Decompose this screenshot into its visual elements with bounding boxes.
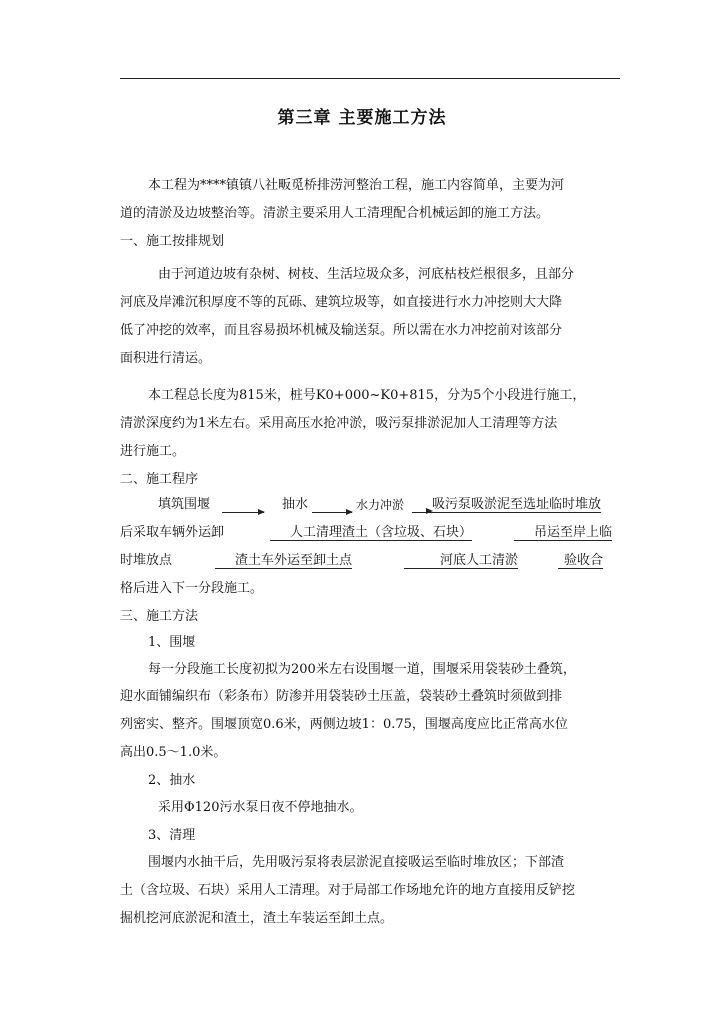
s3-p1-line-2: 迎水面铺编织布（彩条布）防渗并用袋装砂土压盖，袋装砂土叠筑时须做到排 xyxy=(120,689,563,704)
flow-arrow-1 xyxy=(222,512,264,513)
s3-p3-line-3: 掘机挖河底淤泥和渣土，渣土车装运至卸土点。 xyxy=(120,911,394,926)
header-rule xyxy=(120,78,620,79)
page-title: 第三章 主要施工方法 xyxy=(277,108,447,128)
flow-arrow-2 xyxy=(312,512,352,513)
s1-p2-line-1: 本工程总长度为815米，桩号K0+000~K0+815，分为5个小段进行施工， xyxy=(148,388,586,403)
flow-step-manual: 人工清理渣土（含垃圾、石块） xyxy=(270,524,472,542)
flow-step-cofferdam: 填筑围堰 xyxy=(158,497,211,512)
subheading-cleanup: 3、清理 xyxy=(148,828,196,843)
flow-step-suction: 吸污泵吸淤泥至选址临时堆放 xyxy=(412,496,601,514)
flow-step-accept: 验收合 xyxy=(558,552,603,570)
intro-line-1: 本工程为****镇镇八社畈觅桥排涝河整治工程，施工内容简单，主要为河 xyxy=(148,178,565,193)
section-3-heading: 三、施工方法 xyxy=(120,609,199,624)
s1-p1-line-4: 面积进行清运。 xyxy=(120,351,212,366)
flow-step-pump: 抽水 xyxy=(282,497,309,512)
s1-p2-line-3: 进行施工。 xyxy=(120,444,186,459)
s3-p3-line-1: 围堰内水抽干后，先用吸污泵将表层淤泥直接吸运至临时堆放区；下部渣 xyxy=(148,855,565,870)
flow-step-hydraulic: 水力冲淤 xyxy=(356,498,405,512)
s1-p2-line-2: 清淤深度约为1米左右。采用高压水抢冲淤，吸污泵排淤泥加人工清理等方法 xyxy=(120,416,558,431)
s3-p1-line-4: 高出0.5～1.0米。 xyxy=(120,745,227,760)
intro-line-2: 道的清淤及边坡整治等。清淤主要采用人工清理配合机械运卸的施工方法。 xyxy=(120,206,550,221)
flow-step-next: 格后进入下一分段施工。 xyxy=(120,581,264,596)
section-2-heading: 二、施工程序 xyxy=(120,472,199,487)
s3-p2: 采用Φ120污水泵日夜不停地抽水。 xyxy=(158,800,363,815)
flow-step-lift: 吊运至岸上临 xyxy=(514,524,612,542)
s3-p1-line-1: 每一分段施工长度初拟为200米左右设围堰一道，围堰采用袋装砂土叠筑， xyxy=(148,662,576,677)
s1-p1-line-1: 由于河道边坡有杂树、树枝、生活垃圾众多，河底枯枝烂根很多，且部分 xyxy=(158,267,575,282)
flow-step-storage: 时堆放点 xyxy=(120,553,173,568)
flow-step-truck: 渣土车外运至卸土点 xyxy=(215,552,352,570)
s1-p1-line-2: 河底及岸滩沉积厚度不等的瓦砾、建筑垃圾等，如直接进行水力冲挖则大大降 xyxy=(120,295,563,310)
section-1-heading: 一、施工按排规划 xyxy=(120,234,225,249)
subheading-pumping: 2、抽水 xyxy=(148,773,196,788)
flow-step-riverbed: 河底人工清淤 xyxy=(404,552,518,570)
s3-p3-line-2: 土（含垃圾、石块）采用人工清理。对于局部工作场地允许的地方直接用反铲挖 xyxy=(120,883,576,898)
s3-p1-line-3: 列密实、整齐。围堰顶宽0.6米，两侧边坡1：0.75，围堰高度应比正常高水位 xyxy=(120,717,568,732)
subheading-cofferdam: 1、围堰 xyxy=(148,635,196,650)
flow-step-transport: 后采取车辆外运卸 xyxy=(120,525,225,540)
s1-p1-line-3: 低了冲挖的效率，而且容易损坏机械及输送泵。所以需在水力冲挖前对该部分 xyxy=(120,323,563,338)
